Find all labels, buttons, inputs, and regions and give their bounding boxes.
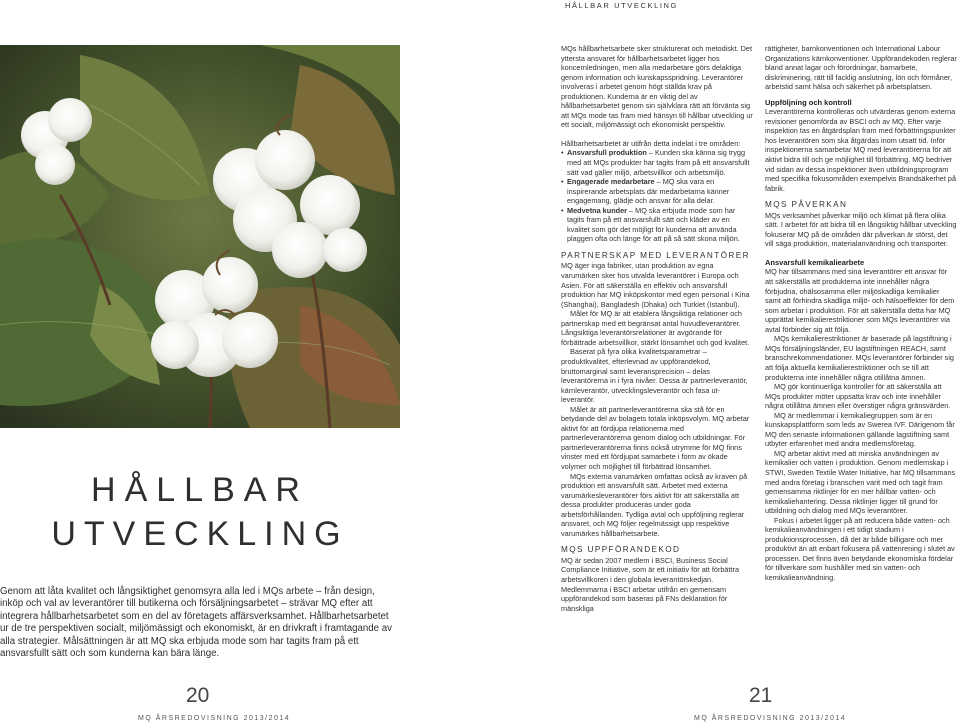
page-number-right: 21 [749,684,773,707]
footer-left: MQ ÅRSREDOVISNING 2013/2014 [138,715,291,722]
col1-paragraph: MQ äger inga fabriker, utan produktion av egna varumärken sker hos utvalda leverantörer i Europa och Asien. För att säkerställa en effektiv och ansvarsfull produktion har MQ inköpskontor med egen personal i Kina (Shanghai), Bangladesh (Dhaka) och Turkiet (Istanbul). [561,261,750,309]
cotton-photo [0,45,400,428]
col2-paragraph: MQ arbetar aktivt med att minska användningen av kemikalier och vatten i produktion. Genom medlemskap i STWI, Sweden Textile Water Initiative, har MQ tillsammans med andra företag i branschen varit med och tagit fram gemensamma riktlinjer för en mer hållbar vatten- och kemikaliehantering. Dessa riktlinjer ligger till grund för utbildning och dialog med MQs leverantörer. [765,448,956,516]
col2-paragraph: rättigheter, barnkonventionen och International Labour Organizations kärnkonventioner. Uppförandekoden reglerar bland annat lagar och förordningar, barnarbete, diskriminering, rätt till facklig anslutning, lön och förmåner, arbetstid samt hälsa och säkerhet på arbetsplatsen. [765,44,957,92]
col2-paragraph: MQ är medlemmar i kemikaliegruppen som är en kunskapsplattform som leds av Swerea IVF. Därigenom får MQ den senaste informationen gällande lagstiftning samt utbyter erfarenhet med andra medlemsföretag. [765,410,955,449]
col1-paragraph: MQs hållbarhetsarbete sker strukturerat och metodiskt. Det yttersta ansvaret för hållbarhetsarbetet ligger hos koncernledningen, men alla medarbetare görs delaktiga genom information och kunskapsspridning. Leverantörer involveras i arbetet genom högt ställda krav på produktionen. Kunderna är en viktig del av hållbarhetsarbetet genom sin självklara rätt att förvänta sig att MQs mode tas fram med hänsyn till hållbar utveckling ur ett socialt, miljömässigt och ekonomiskt perspektiv. [561,44,753,130]
list-item-text: – Kunden ska känna sig trygg med att MQs produkter har tagits fram på ett ansvarsfullt sätt vad gäller miljö, arbetsvillkor och arbetsmiljö. [567,148,750,177]
page-title-line2: UTVECKLING [51,515,349,553]
subsection-heading: Uppföljning och kontroll [765,97,852,107]
text-column-2 [765,44,957,583]
footer-right: MQ ÅRSREDOVISNING 2013/2014 [694,715,847,722]
section-heading: PARTNERSKAP MED LEVERANTÖRER [561,250,750,260]
list-item-term: Ansvarsfull produktion [567,148,647,158]
col1-paragraph: Målet för MQ är att etablera långsiktiga relationer och partnerskap med ett begränsat antal huvudleverantörer. Långsiktiga leverantörsrelationer är avgörande för förbättrade arbetsvillkor, stärkt lönsamhet och god kvalitet. [561,309,750,347]
text-column-1 [561,44,753,613]
intro-text: Genom att låta kvalitet och långsiktighet genomsyra alla led i MQs arbete – från design, inköp och val av leverantörer till butikerna och försäljningsarbetet – strävar MQ efter att integrera hållbarhetsarbetet som en del av företagets affärsverksamhet. Hållbarhetsarbetet ur de tre perspektiven socialt, miljömässigt och ekonomiskt, är en drivkraft i framtagande av alla strategier. Målsättningen är att MQ ska erbjuda mode som har tagits fram på ett ansvarsfullt sätt och som kunderna kan bära länge. [0,586,392,660]
page-title-line1: HÅLLBAR [91,471,309,509]
list-item-term: Engagerade medarbetare [567,177,655,187]
col1-paragraph: Målet är att partnerleverantörerna ska stå för en betydande del av bolagets totala inköpsvolym. MQ arbetar aktivt för att fördjupa relationerna med partnerleverantörerna genom dialog och utbildningar. För partnerleverantörerna finns också utrymme för MQ finns vinster med ett fördjupat samarbete i form av ökade volymer och möjlighet till förbättrad lönsamhet. [561,404,750,471]
list-item [561,177,753,206]
col1-paragraph: MQ är sedan 2007 medlem i BSCI, Business Social Compliance Initiative, som är ett initiativ för att förbättra arbetsvillkoren i den globala leverantörskedjan. Medlemmarna i BSCI arbetar utifrån en gemensam uppförandekod som baseras på FNs deklaration för mänskliga [561,555,740,613]
section-heading: MQS PÅVERKAN [765,200,848,210]
list-item-text: – MQ ska vara en inspirerande arbetsplats där medarbetarna känner engagemang, glädje och ansvar för alla delar. [567,177,730,206]
focus-areas-list [561,148,753,243]
col2-paragraph: MQs verksamhet påverkar miljö och klimat på flera olika sätt. I arbetet för att bidra till en långsiktig hållbar utveckling fokuserar MQ på de områden där påverkan är störst, det vill säga produktion, materialanvändning och transporter. [765,210,957,249]
page-number-left: 20 [186,684,210,707]
list-item-text: – MQ ska erbjuda mode som har tagits fram på ett ansvarsfullt sätt och kläder av en kvalitet som gör det möjligt för kunderna att använda plaggen ofta och länge för att på så sätt skona miljön. [567,205,740,244]
intro-paragraph [0,586,395,660]
list-item [561,206,753,244]
col1-paragraph: Baserat på fyra olika kvalitetsparametrar – produktkvalitet, efterlevnad av uppförandekod, bruttomarginal samt leveransprecision – delas leverantörerna in i fyra nivåer. Dessa är partnerleverantör, kärnleverantör, utvecklingsleverantör och fasa ut-leverantör. [561,347,748,405]
col2-paragraph: Fokus i arbetet ligger på att reducera både vatten- och kemikalieanvändningen i ett tidigt stadium i produktionsprocessen, då det är både billigare och mer produktivt än att enbart fokusera på vattenrening i slutet av processen. Det finns även betydande ekonomiska fördelar för tillverkare som hushåller med sin vatten- och kemikalieanvändning. [765,515,955,582]
section-header: HÅLLBAR UTVECKLING [565,1,678,10]
section-heading: MQS UPPFÖRANDEKOD [561,545,681,555]
col1-paragraph: Hållbarhetsarbetet är utifrån detta indelat i tre områden: [561,138,741,148]
col2-paragraph: Leverantörerna kontrolleras och utvärderas genom externa revisioner genomförda av BSCI och av MQ. Efter varje inspektion tas en åtgärdsplan fram med förbättringspunkter hos leverantören som ska åtgärdas inom utsatt tid. Inför inspektionerna samarbetar MQ med leverantörerna för att aktivt bidra till och ge möjlighet till förbättring. MQ bedriver vid sidan av dessa inspektioner även utbildningsprogram med specifika fokusområden exempelvis Brandsäkerhet på fabrik. [765,107,957,193]
list-item [561,148,753,177]
col1-paragraph: MQs externa varumärken omfattas också av kraven på produktion ett ansvarsfullt sätt. Arbetet med externa varumärkesleverantörer förs aktivt för att säkerställa att dessa produkter produceras under goda arbetsförhållanden. Tydliga avtal och uppföljning reglerar ansvaret, och MQ följer regelmässigt upp respektive varumärkes hållbarhetsarbete. [561,471,748,538]
col2-paragraph: MQ gör kontinuerliga kontroller för att säkerställa att MQs produkter möter uppsatta krav och inte innehåller några otillåtna ämnen eller överstiger några gränsvärden. [765,382,951,411]
subsection-heading: Ansvarsfull kemikaliearbete [765,257,865,267]
list-item-term: Medvetna kunder [567,205,628,215]
col2-paragraph: MQs kemikalierestriktioner är baserade på lagstiftning i MQs försäljningsländer, EU lagstiftningen REACH, samt branschrekommendationer. MQs leverantörer förbinder sig att följa aktuella kemikalierestriktioner och se till att produkterna inte innehåller några otillåtna ämnen. [765,334,954,382]
col2-paragraph: MQ har tillsammans med sina leverantörer ett ansvar för att säkerställa att produkterna inte innehåller några förbjudna, ohälsosamma eller miljöskadliga kemikalier samt att förhindra skadliga miljö- och hälsoeffekter för dem som arbetar i produktion. För att säkerställa detta har MQ upprättat kemikalierestriktioner som MQs leverantörer via avtal förbinder sig att följa. [765,267,955,334]
